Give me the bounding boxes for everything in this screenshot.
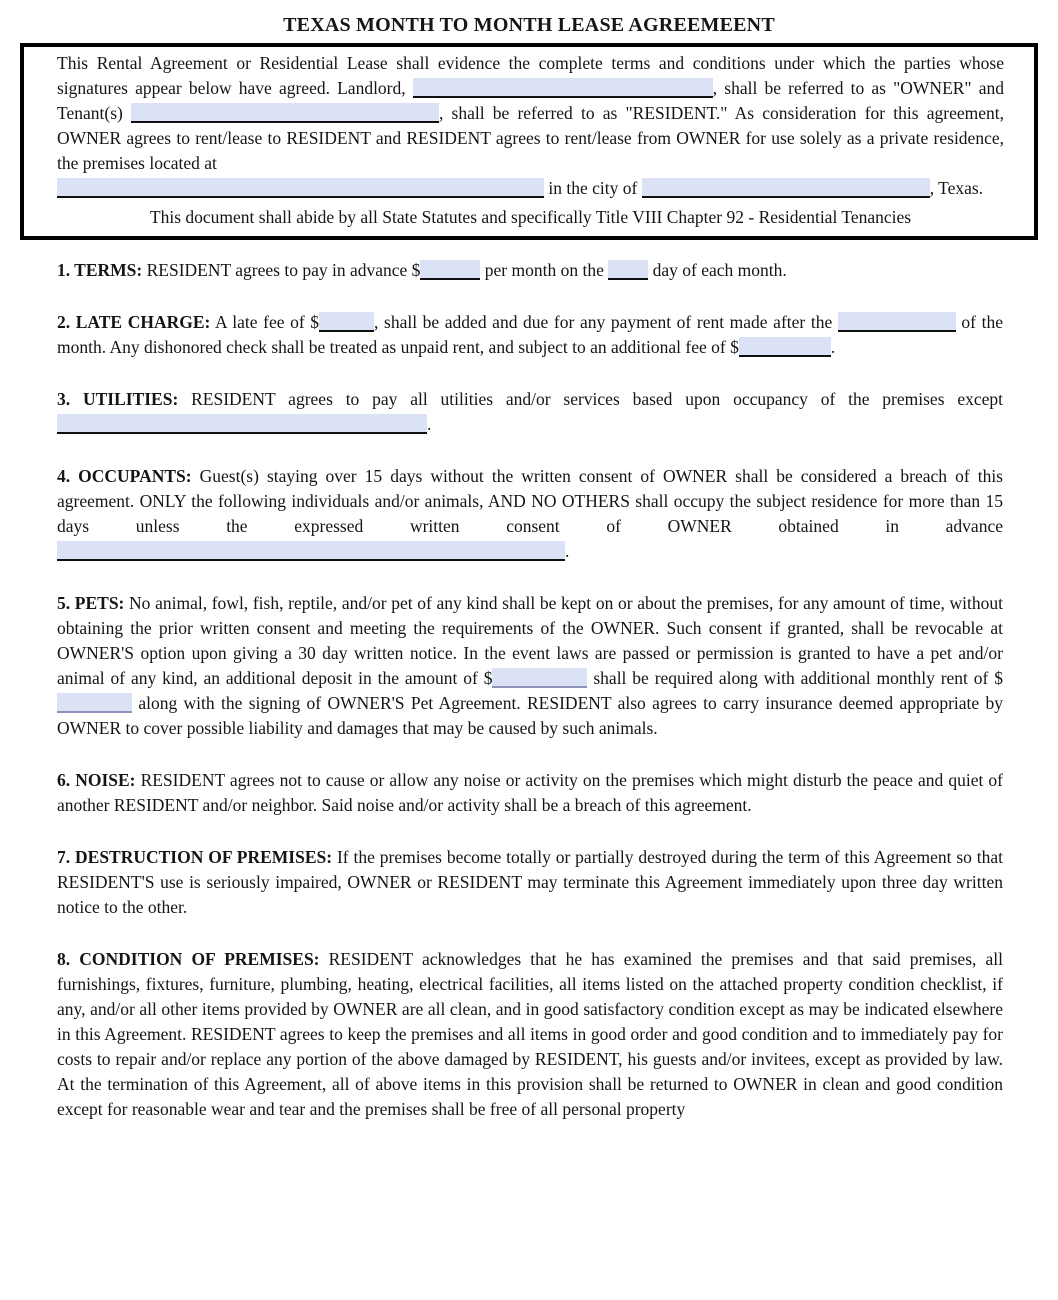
section-pets-text-1: No animal, fowl, fish, reptile, and/or pet of any kind shall be kept on or about the premises, for any amount of time, without obtaining the prior written consent and meeting the requirements of the OWNER. Such consent if granted, shall be revocable at OWNER'S option upon giving a 30 day written notice. In the event laws are passed or permission is granted to have a pet and/or animal of any kind, an additional deposit in the amount of $	[57, 593, 1003, 688]
premises-address-field[interactable]	[57, 178, 544, 198]
section-occupants-text-1: Guest(s) staying over 15 days without the written consent of OWNER shall be considered a breach of this agreement. ONLY the following individuals and/or animals, AND NO OTHERS shall occupy the subject residence for more than 15 days unless the expressed written consent of OWNER obtained in advance	[57, 466, 1003, 536]
section-occupants-heading: 4. OCCUPANTS:	[57, 466, 192, 486]
section-late-charge-heading: 2. LATE CHARGE:	[57, 312, 211, 332]
pet-deposit-field[interactable]	[492, 668, 587, 688]
page-title: TEXAS MONTH TO MONTH LEASE AGREEMEENT	[283, 14, 775, 36]
section-pets	[57, 591, 1003, 741]
intro-text-5: , Texas.	[929, 178, 984, 198]
section-condition-text: RESIDENT acknowledges that he has examined the premises and that said premises, all furnishings, fixtures, furniture, plumbing, heating, electrical facilities, all items listed on the attached property condition checklist, if any, and/or all other items provided by OWNER are all clean, and in good satisfactory condition except as may be indicated elsewhere in this Agreement. RESIDENT agrees to keep the premises and all items in good order and good condition and to immediately pay for costs to repair and/or replace any portion of the above damaged by RESIDENT, his guests and/or invitees, except as provided by law. At the termination of this Agreement, all of above items in this provision shall be returned to OWNER in clean and good condition except for reasonable wear and tear and the premises shall be free of all personal property	[57, 949, 1003, 1119]
intro-paragraph	[57, 51, 1004, 201]
section-occupants	[57, 464, 1003, 564]
monthly-rent-field[interactable]	[420, 260, 480, 280]
document-body	[57, 258, 1003, 1122]
section-noise-text: RESIDENT agrees not to cause or allow any noise or activity on the premises which might disturb the peace and quiet of another RESIDENT and/or neighbor. Said noise and/or activity shall be a breach of this agreement.	[57, 770, 1003, 815]
section-utilities-heading: 3. UTILITIES:	[57, 389, 179, 409]
section-terms-text-2: per month on the	[480, 260, 609, 280]
intro-text-3: , shall be referred to as "RESIDENT." As consideration for this agreement, OWNER agrees to rent/lease to RESIDENT and RESIDENT agrees to rent/lease from OWNER for use solely as a private residence, the premises located at	[57, 103, 1004, 173]
intro-box	[20, 43, 1038, 240]
section-destruction-text: If the premises become totally or partially destroyed during the term of this Agreement so that RESIDENT'S use is seriously impaired, OWNER or RESIDENT may terminate this Agreement immediately upon three day written notice to the other.	[57, 847, 1004, 917]
tenant-names-field[interactable]	[131, 103, 439, 123]
section-condition-heading: 8. CONDITION OF PREMISES:	[57, 949, 320, 969]
pet-monthly-rent-field[interactable]	[57, 693, 132, 713]
intro-text-2: , shall be referred to as "OWNER" and Tenant(s)	[57, 78, 1004, 123]
section-destruction-of-premises	[57, 845, 1003, 920]
section-condition-of-premises	[57, 947, 1003, 1122]
section-late-charge-text-3: of the month. Any dishonored check shall be treated as unpaid rent, and subject to an additional fee of $	[57, 312, 1003, 357]
section-late-charge	[57, 310, 1003, 360]
section-terms	[57, 258, 1003, 283]
section-late-charge-text-1: A late fee of $	[210, 312, 320, 332]
dishonored-check-fee-field[interactable]	[739, 337, 831, 357]
section-utilities-text-1: RESIDENT agrees to pay all utilities and/or services based upon occupancy of the premises except	[178, 389, 1003, 409]
section-utilities-text-2: .	[427, 414, 432, 434]
lease-agreement-page	[0, 12, 1058, 1122]
statute-line: This document shall abide by all State Statutes and specifically Title VIII Chapter 92 - Residential Tenancies	[149, 207, 912, 227]
section-terms-text-3: day of each month.	[648, 260, 787, 280]
section-pets-heading: 5. PETS:	[57, 593, 125, 613]
section-pets-text-2: shall be required along with additional monthly rent of $	[587, 668, 1003, 688]
intro-text-4: in the city of	[544, 178, 642, 198]
late-fee-field[interactable]	[319, 312, 374, 332]
section-late-charge-text-4: .	[830, 337, 836, 357]
section-utilities	[57, 387, 1003, 437]
section-noise-heading: 6. NOISE:	[57, 770, 136, 790]
section-occupants-text-2: .	[565, 541, 570, 561]
utilities-exception-field[interactable]	[57, 414, 427, 434]
section-late-charge-text-2: , shall be added and due for any payment of rent made after the	[374, 312, 838, 332]
section-terms-text-1: RESIDENT agrees to pay in advance $	[142, 260, 421, 280]
section-destruction-heading: 7. DESTRUCTION OF PREMISES:	[57, 847, 333, 867]
section-terms-heading: 1. TERMS:	[57, 260, 143, 280]
section-noise	[57, 768, 1003, 818]
intro-text-1: This Rental Agreement or Residential Lease shall evidence the complete terms and conditions under which the parties whose signatures appear below have agreed. Landlord,	[57, 53, 1004, 98]
approved-occupants-field[interactable]	[57, 541, 565, 561]
city-field[interactable]	[642, 178, 930, 198]
section-pets-text-3: along with the signing of OWNER'S Pet Agreement. RESIDENT also agrees to carry insurance deemed appropriate by OWNER to cover possible liability and damages that may be caused by such animals.	[57, 693, 1003, 738]
rent-due-day-field[interactable]	[608, 260, 648, 280]
landlord-name-field[interactable]	[413, 78, 713, 98]
late-fee-day-field[interactable]	[838, 312, 956, 332]
